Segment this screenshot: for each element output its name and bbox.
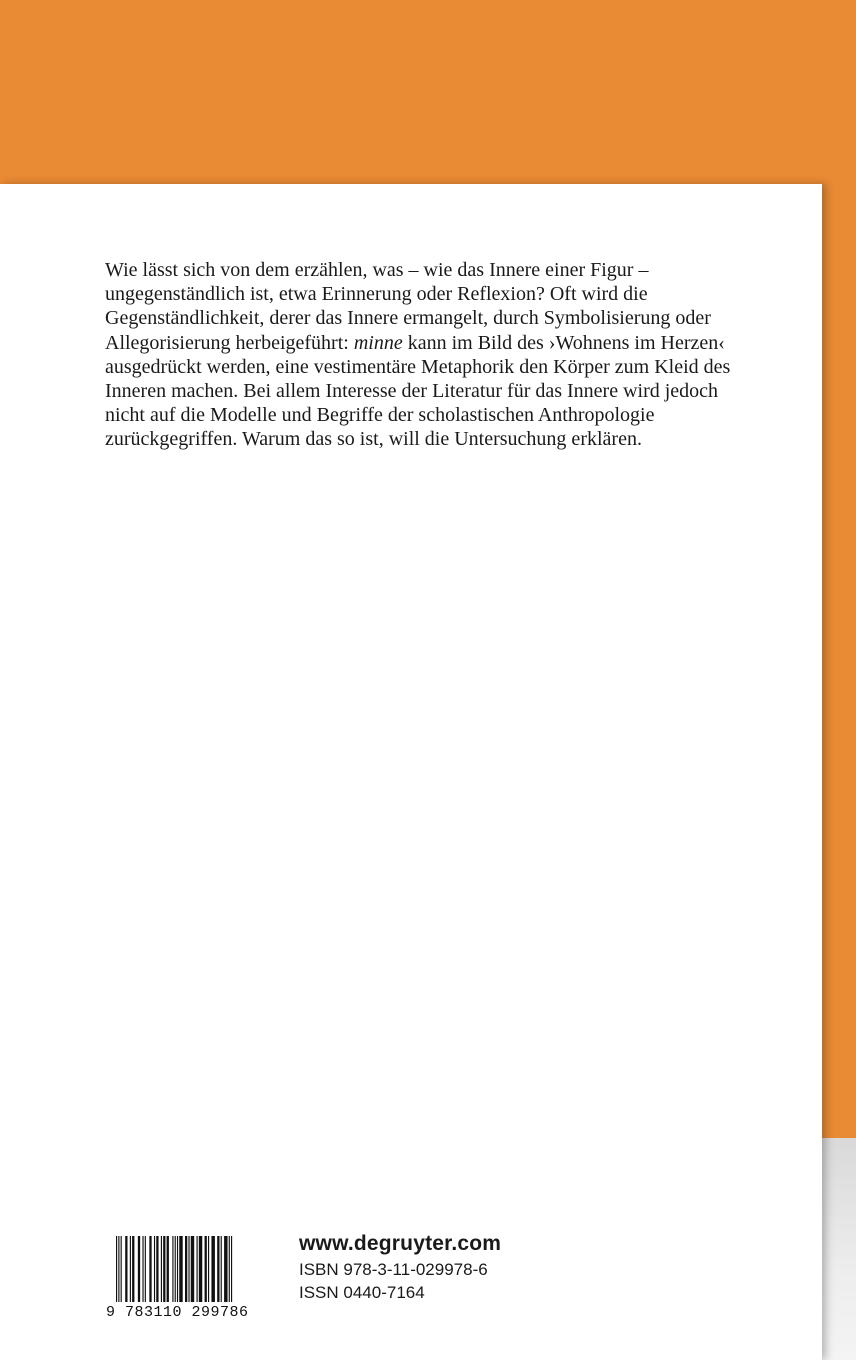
barcode-bar xyxy=(156,1236,158,1302)
barcode-bar xyxy=(149,1236,151,1302)
barcode-bar xyxy=(199,1236,202,1302)
barcode-bar xyxy=(175,1236,176,1302)
blurb-italic-word: minne xyxy=(353,331,403,354)
barcode-bar xyxy=(185,1236,187,1302)
barcode-bar xyxy=(172,1236,173,1302)
publisher-info xyxy=(299,1230,501,1304)
issn-number: ISSN 0440-7164 xyxy=(299,1283,425,1302)
barcode-bar xyxy=(118,1236,119,1302)
barcode-bar xyxy=(121,1236,122,1302)
barcode-bar xyxy=(177,1236,178,1302)
barcode-bar xyxy=(132,1236,134,1302)
barcode-bar xyxy=(208,1236,209,1302)
barcode-bar xyxy=(217,1236,219,1302)
barcode-bar xyxy=(197,1236,198,1302)
isbn-number: ISBN 978-3-11-029978-6 xyxy=(299,1260,488,1279)
barcode-bar xyxy=(205,1236,207,1302)
barcode-bar xyxy=(224,1236,227,1302)
barcode-bar xyxy=(130,1236,131,1302)
barcode-bar xyxy=(163,1236,165,1302)
barcode-bar xyxy=(191,1236,194,1302)
barcode-digits: 9 783110 299786 xyxy=(106,1304,249,1321)
blurb-text-part-2: kann im Bild des ›Wohnens im Herzen‹ ausgedrückt werden, eine vestimentäre Metaphorik den Körper zum Kleid des Inneren machen. Bei allem Interesse der Literatur für das Innere wird jedoch nicht auf die Modelle und Begriffe der scholastischen Anthropologie zurückgegriffen. Warum das so ist, will die Untersuchung erklären. xyxy=(105,331,731,451)
barcode-bars xyxy=(106,1236,270,1304)
barcode-bar xyxy=(221,1236,222,1302)
barcode-bar xyxy=(145,1236,146,1302)
barcode-bar xyxy=(231,1236,232,1302)
blurb-text-part-1: Wie lässt sich von dem erzählen, was – wie das Innere einer Figur – ungegenständlich ist, etwa Erinnerung oder Reflexion? Oft wird die Gegenständlichkeit, derer das Innere ermangelt, durch Symbolisierung oder Allegorisierung herbeigeführt: xyxy=(105,259,711,354)
barcode-bar xyxy=(188,1236,189,1302)
barcode-bar xyxy=(125,1236,127,1302)
barcode-bar xyxy=(161,1236,162,1302)
barcode-bar xyxy=(154,1236,155,1302)
barcode-bar xyxy=(142,1236,143,1302)
publisher-website[interactable]: www.degruyter.com xyxy=(299,1232,502,1255)
barcode-bar xyxy=(167,1236,169,1302)
barcode-bar xyxy=(138,1236,140,1302)
barcode-bar xyxy=(116,1236,117,1302)
book-blurb xyxy=(105,258,745,452)
barcode-bar xyxy=(211,1236,214,1302)
barcode-bar xyxy=(179,1236,182,1302)
isbn-barcode xyxy=(106,1236,270,1324)
barcode-bar xyxy=(229,1236,230,1302)
back-cover-edge xyxy=(822,1138,856,1360)
